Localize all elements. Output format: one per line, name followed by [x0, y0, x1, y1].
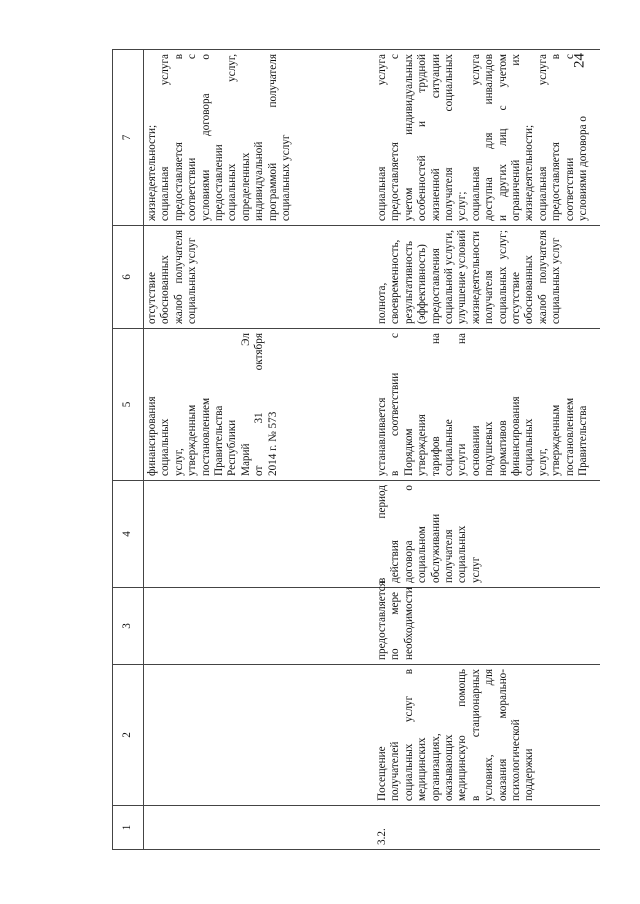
text-line: полнота, [376, 282, 388, 324]
text-line: жизнедеятельности; [146, 124, 158, 221]
text-line: учетом индивидуальных [402, 54, 415, 221]
text-line: Порядком [402, 428, 415, 476]
cont-cell-5 [144, 329, 375, 481]
text-line: отсутствие [510, 272, 523, 324]
rotated-table-wrapper [112, 50, 592, 850]
text-line: социальном [416, 526, 429, 583]
text-line: утвержденным [186, 404, 199, 476]
cont-cell-4 [144, 481, 375, 588]
text-line: предоставления [429, 248, 442, 324]
text-line: предоставляется в [550, 54, 563, 221]
text-line: действия [389, 540, 402, 583]
text-line: основании [469, 425, 482, 476]
col-header-2: 2 [113, 665, 144, 806]
text-line: условиях, для [483, 669, 496, 801]
text-line: по мере [389, 592, 402, 660]
text-line: социальная услуга [469, 54, 482, 221]
text-line: жизнедеятельности; [523, 124, 536, 221]
text-line: получателей [389, 741, 402, 801]
frequency-cell [374, 581, 600, 665]
text-line: необходимости [402, 587, 415, 660]
text-line: соответствии с [563, 54, 576, 221]
text-line: социальных услуг [186, 237, 199, 324]
text-line: отсутствие [146, 272, 158, 324]
text-line: организациях, [429, 733, 442, 801]
text-line: медицинских [416, 737, 429, 801]
page-number: 24 [571, 53, 588, 68]
text-line: условиями договора о [199, 54, 212, 221]
text-line: 2014 г. № 573 [266, 411, 279, 476]
text-line: социальных [456, 525, 469, 583]
text-line: от 31 октября [253, 333, 266, 476]
text-line: соответствии с [186, 54, 199, 221]
text-line: услуг [469, 556, 482, 583]
text-line: подушевых [483, 421, 496, 476]
text-line: оказывающих [443, 734, 456, 801]
text-line: индивидуальной [253, 141, 266, 221]
text-line: жизненной ситуации [429, 54, 442, 221]
text-line: услуг, [172, 448, 185, 476]
text-line: утверждения [416, 414, 429, 476]
text-line: в соответствии с [389, 333, 402, 476]
text-line: получателя социальных [443, 54, 456, 221]
text-line: социальная услуга [536, 54, 549, 221]
text-line: социальные [443, 419, 456, 476]
header-row [113, 50, 144, 850]
col-header-7: 7 [113, 50, 144, 226]
text-line: постановлением [563, 397, 576, 476]
text-line: Посещение [376, 746, 388, 801]
tariff-cell [374, 329, 600, 481]
text-line: договора о [402, 485, 415, 583]
text-line: социальная услуга [159, 54, 172, 221]
cont-cell-7 [144, 50, 375, 226]
cont-cell-3 [144, 588, 375, 665]
text-line: социальных [159, 418, 172, 476]
text-line: услуг, [536, 448, 549, 476]
text-line: жалоб получателя [172, 230, 185, 324]
text-line: ограничений их [510, 54, 523, 221]
text-line: социальных услуг; [496, 230, 509, 324]
continuation-row [144, 50, 375, 850]
text-line: социальная услуга [376, 54, 388, 221]
text-line: (эффективность) [416, 244, 429, 324]
text-line: жизнедеятельности [469, 231, 482, 324]
text-line: получателя [443, 529, 456, 583]
col-header-5: 5 [113, 329, 144, 481]
col-header-1: 1 [113, 806, 144, 850]
text-line: улучшение условий [456, 229, 469, 324]
text-line: своевременность, [389, 239, 402, 324]
text-line: устанавливается [376, 397, 388, 476]
text-line: обслуживании [429, 513, 442, 583]
text-line: финансирования [510, 396, 523, 476]
cont-cell-6 [144, 226, 375, 329]
text-line: жалоб получателя [536, 230, 549, 324]
text-line: социальных услуг, [226, 54, 239, 221]
text-line: медицинскую помощь [456, 669, 469, 801]
text-line: социальных услуг [550, 237, 563, 324]
text-line: предоставляется [376, 581, 388, 660]
col-header-6: 6 [113, 226, 144, 329]
text-line: в стационарных [469, 669, 482, 801]
text-line: поддержки [523, 748, 536, 801]
text-line: Марий Эл [239, 333, 252, 476]
text-line: социальных услуг [280, 134, 293, 221]
text-line: определенных [239, 152, 252, 221]
text-line: обоснованных [523, 255, 536, 324]
services-table [112, 49, 600, 850]
term-cell [374, 481, 600, 588]
text-line: предоставляется с [389, 54, 402, 221]
table-row-3-2 [374, 50, 600, 850]
service-name-cell [374, 665, 600, 806]
text-line: социальных [523, 418, 536, 476]
text-line: предоставлении [213, 144, 226, 221]
text-line: Республики [226, 419, 239, 476]
cont-cell-2 [144, 665, 375, 806]
text-line: результативность [402, 241, 415, 324]
text-line: социальных услуг в [402, 669, 415, 801]
col-header-4: 4 [113, 481, 144, 588]
text-line: предоставляется в [172, 54, 185, 221]
conditions-cell [374, 50, 600, 226]
text-line: Правительства [577, 405, 590, 476]
row-number: 3.2. [374, 806, 600, 850]
text-line: психологической [510, 719, 523, 801]
text-line: утвержденным [550, 404, 563, 476]
text-line: финансирования [146, 396, 158, 476]
text-line: нормативов [496, 420, 509, 476]
text-line: и других лиц с учетом [496, 54, 509, 221]
text-line: Правительства [213, 405, 226, 476]
text-line: оказания морально- [496, 669, 509, 801]
text-line: социальной услуги, [443, 230, 456, 324]
text-line: условиями договора о [577, 116, 590, 221]
text-line: услуги на [456, 333, 469, 476]
text-line: постановлением [199, 397, 212, 476]
text-line: услуг; [456, 191, 469, 221]
text-line: в период [376, 485, 388, 583]
col-header-3: 3 [113, 588, 144, 665]
text-line: обоснованных [159, 255, 172, 324]
text-line: доступна для инвалидов [483, 54, 496, 221]
cont-cell-1 [144, 806, 375, 850]
quality-indicators-cell [374, 226, 600, 329]
text-line: получателя [483, 270, 496, 324]
text-line: особенностей и трудной [416, 54, 429, 221]
text-line: тарифов на [429, 333, 442, 476]
text-line: программой получателя [266, 54, 279, 221]
